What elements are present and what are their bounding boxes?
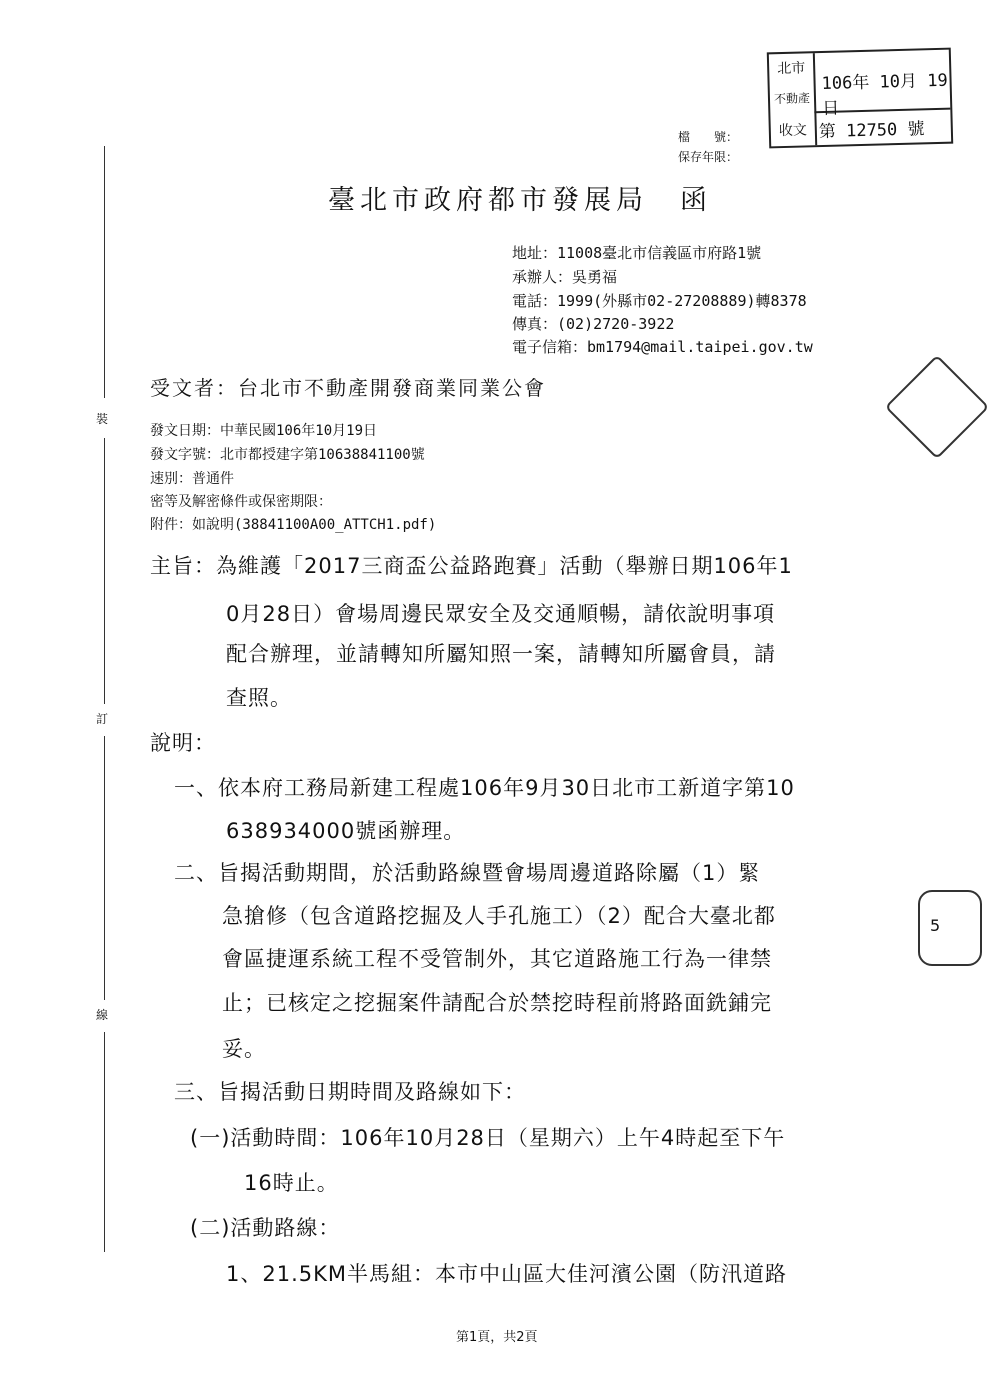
page-footer: 第1頁，共2頁 xyxy=(456,1330,538,1345)
subject-line-1: 主旨：為維護「2017三商盃公益路跑賽」活動（舉辦日期106年1 xyxy=(150,554,793,578)
sub-item-2-line-1: (二)活動路線： xyxy=(190,1216,341,1240)
explanation-item-2-line-2: 急搶修（包含道路挖掘及人手孔施工）（2）配合大臺北都 xyxy=(222,904,776,928)
binding-char-3: 線 xyxy=(96,1008,109,1022)
explanation-item-2-line-1: 二、旨揭活動期間，於活動路線暨會場周邊道路除屬（1）緊 xyxy=(174,861,761,885)
explanation-item-3-line-1: 三、旨揭活動日期時間及路線如下： xyxy=(174,1080,526,1104)
contact-phone: 電話：1999(外縣市02-27208889)轉8378 xyxy=(512,292,807,310)
explanation-label: 說明： xyxy=(150,731,216,755)
file-number-label: 檔 號： xyxy=(678,130,739,144)
partial-seal-mark xyxy=(885,355,990,460)
binding-char-1: 裝 xyxy=(96,412,109,426)
stamp-label-mid: 不動產 xyxy=(773,91,811,107)
stamp-label-top: 北市 xyxy=(777,60,806,78)
stamp-label-bottom: 收文 xyxy=(778,122,808,140)
route-item-1: 1、21.5KM半馬組：本市中山區大佳河濱公園（防汛道路 xyxy=(226,1262,788,1286)
explanation-item-2-line-3: 會區捷運系統工程不受管制外，其它道路施工行為一律禁 xyxy=(222,947,772,971)
contact-address: 地址：11008臺北市信義區市府路1號 xyxy=(512,244,762,262)
issue-date: 發文日期：中華民國106年10月19日 xyxy=(150,423,378,439)
retention-period-label: 保存年限： xyxy=(678,150,739,164)
stamp-number: 第 12750 號 xyxy=(818,119,925,143)
delivery-speed: 速別：普通件 xyxy=(150,471,234,487)
reference-number: 發文字號：北市都授建字第10638841100號 xyxy=(150,447,425,463)
secrecy-level: 密等及解密條件或保密期限： xyxy=(150,494,332,510)
sub-item-1-line-1: (一)活動時間：106年10月28日（星期六）上午4時起至下午 xyxy=(190,1126,786,1150)
subject-line-2: 0月28日）會場周邊民眾安全及交通順暢，請依說明事項 xyxy=(226,602,776,626)
explanation-item-2-line-4: 止；已核定之挖掘案件請配合於禁挖時程前將路面銑鋪完 xyxy=(222,991,772,1015)
binding-line-segment xyxy=(104,736,105,1000)
contact-handler: 承辦人：吳勇福 xyxy=(512,268,618,286)
stamp-date: 106年 10月 19日 xyxy=(821,70,948,119)
sub-item-1-line-2: 16時止。 xyxy=(244,1171,339,1195)
subject-line-4: 查照。 xyxy=(226,686,292,710)
attachment: 附件：如說明(38841100A00_ATTCH1.pdf) xyxy=(150,517,437,533)
explanation-item-1-line-2: 638934000號函辦理。 xyxy=(226,819,466,843)
contact-email: 電子信箱：bm1794@mail.taipei.gov.tw xyxy=(512,338,813,356)
contact-fax: 傳真：(02)2720-3922 xyxy=(512,315,675,333)
subject-line-3: 配合辦理，並請轉知所屬知照一案，請轉知所屬會員，請 xyxy=(226,642,776,666)
binding-line-segment xyxy=(104,438,105,704)
binding-line-segment xyxy=(104,1032,105,1252)
explanation-item-1-line-1: 一、依本府工務局新建工程處106年9月30日北市工新道字第10 xyxy=(174,776,795,800)
explanation-item-2-line-5: 妥。 xyxy=(222,1037,266,1061)
receipt-stamp xyxy=(767,48,953,149)
binding-line-segment xyxy=(104,146,105,398)
page-seal-mark xyxy=(918,890,982,966)
document-title: 臺北市政府都市發展局 函 xyxy=(328,185,712,216)
side-page-number: 5 xyxy=(930,916,941,935)
recipient: 受文者：台北市不動產開發商業同業公會 xyxy=(150,376,546,400)
binding-char-2: 訂 xyxy=(96,712,109,726)
